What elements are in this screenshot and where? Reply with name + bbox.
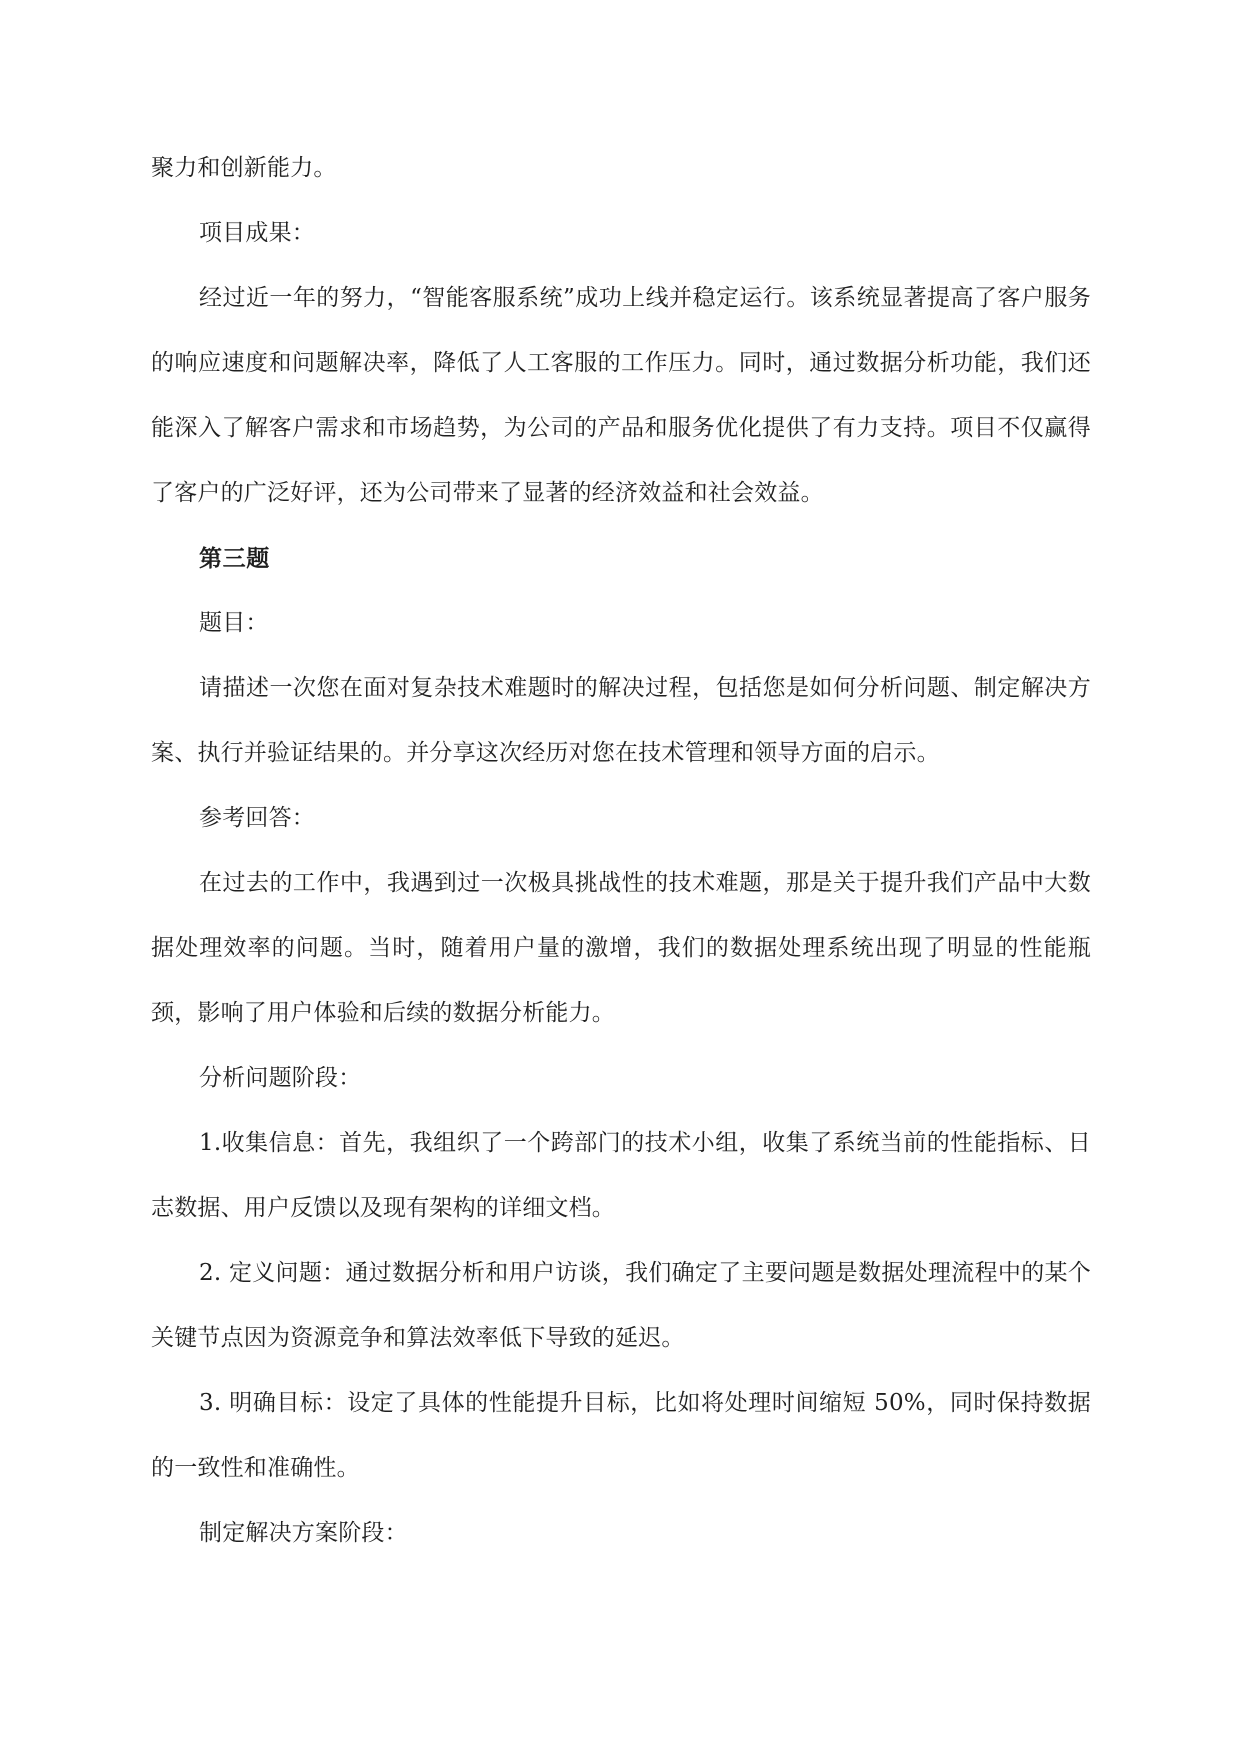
paragraph-step-define-problem: 2. 定义问题：通过数据分析和用户访谈，我们确定了主要问题是数据处理流程中的某个关键节点因为资源竞争和算法效率低下导致的延迟。	[151, 1260, 1091, 1351]
paragraph-answer-intro: 在过去的工作中，我遇到过一次极具挑战性的技术难题，那是关于提升我们产品中大数据处理效率的问题。当时，随着用户量的激增，我们的数据处理系统出现了明显的性能瓶颈，影响了用户体验和后续的数据分析能力。	[151, 870, 1091, 1026]
document-body	[151, 136, 1091, 1566]
paragraph-answer-label: 参考回答：	[199, 805, 315, 831]
paragraph-solution-stage-label: 制定解决方案阶段：	[199, 1520, 408, 1546]
paragraph-question-label: 题目：	[199, 610, 269, 636]
paragraph-step-collect-info: 1.收集信息：首先，我组织了一个跨部门的技术小组，收集了系统当前的性能指标、日志数据、用户反馈以及现有架构的详细文档。	[151, 1130, 1091, 1221]
paragraph-question-text: 请描述一次您在面对复杂技术难题时的解决过程，包括您是如何分析问题、制定解决方案、执行并验证结果的。并分享这次经历对您在技术管理和领导方面的启示。	[151, 675, 1091, 766]
paragraph-project-results-label: 项目成果：	[199, 220, 315, 246]
section-heading-question-three: 第三题	[199, 545, 270, 572]
paragraph-project-results: 经过近一年的努力，“智能客服系统”成功上线并稳定运行。该系统显著提高了客户服务的响应速度和问题解决率，降低了人工客服的工作压力。同时，通过数据分析功能，我们还能深入了解客户需求和市场趋势，为公司的产品和服务优化提供了有力支持。项目不仅赢得了客户的广泛好评，还为公司带来了显著的经济效益和社会效益。	[151, 285, 1091, 506]
paragraph-analysis-stage-label: 分析问题阶段：	[199, 1065, 362, 1091]
paragraph-continuation: 聚力和创新能力。	[151, 155, 337, 181]
paragraph-step-set-goal: 3. 明确目标：设定了具体的性能提升目标，比如将处理时间缩短 50%，同时保持数据的一致性和准确性。	[151, 1390, 1091, 1481]
